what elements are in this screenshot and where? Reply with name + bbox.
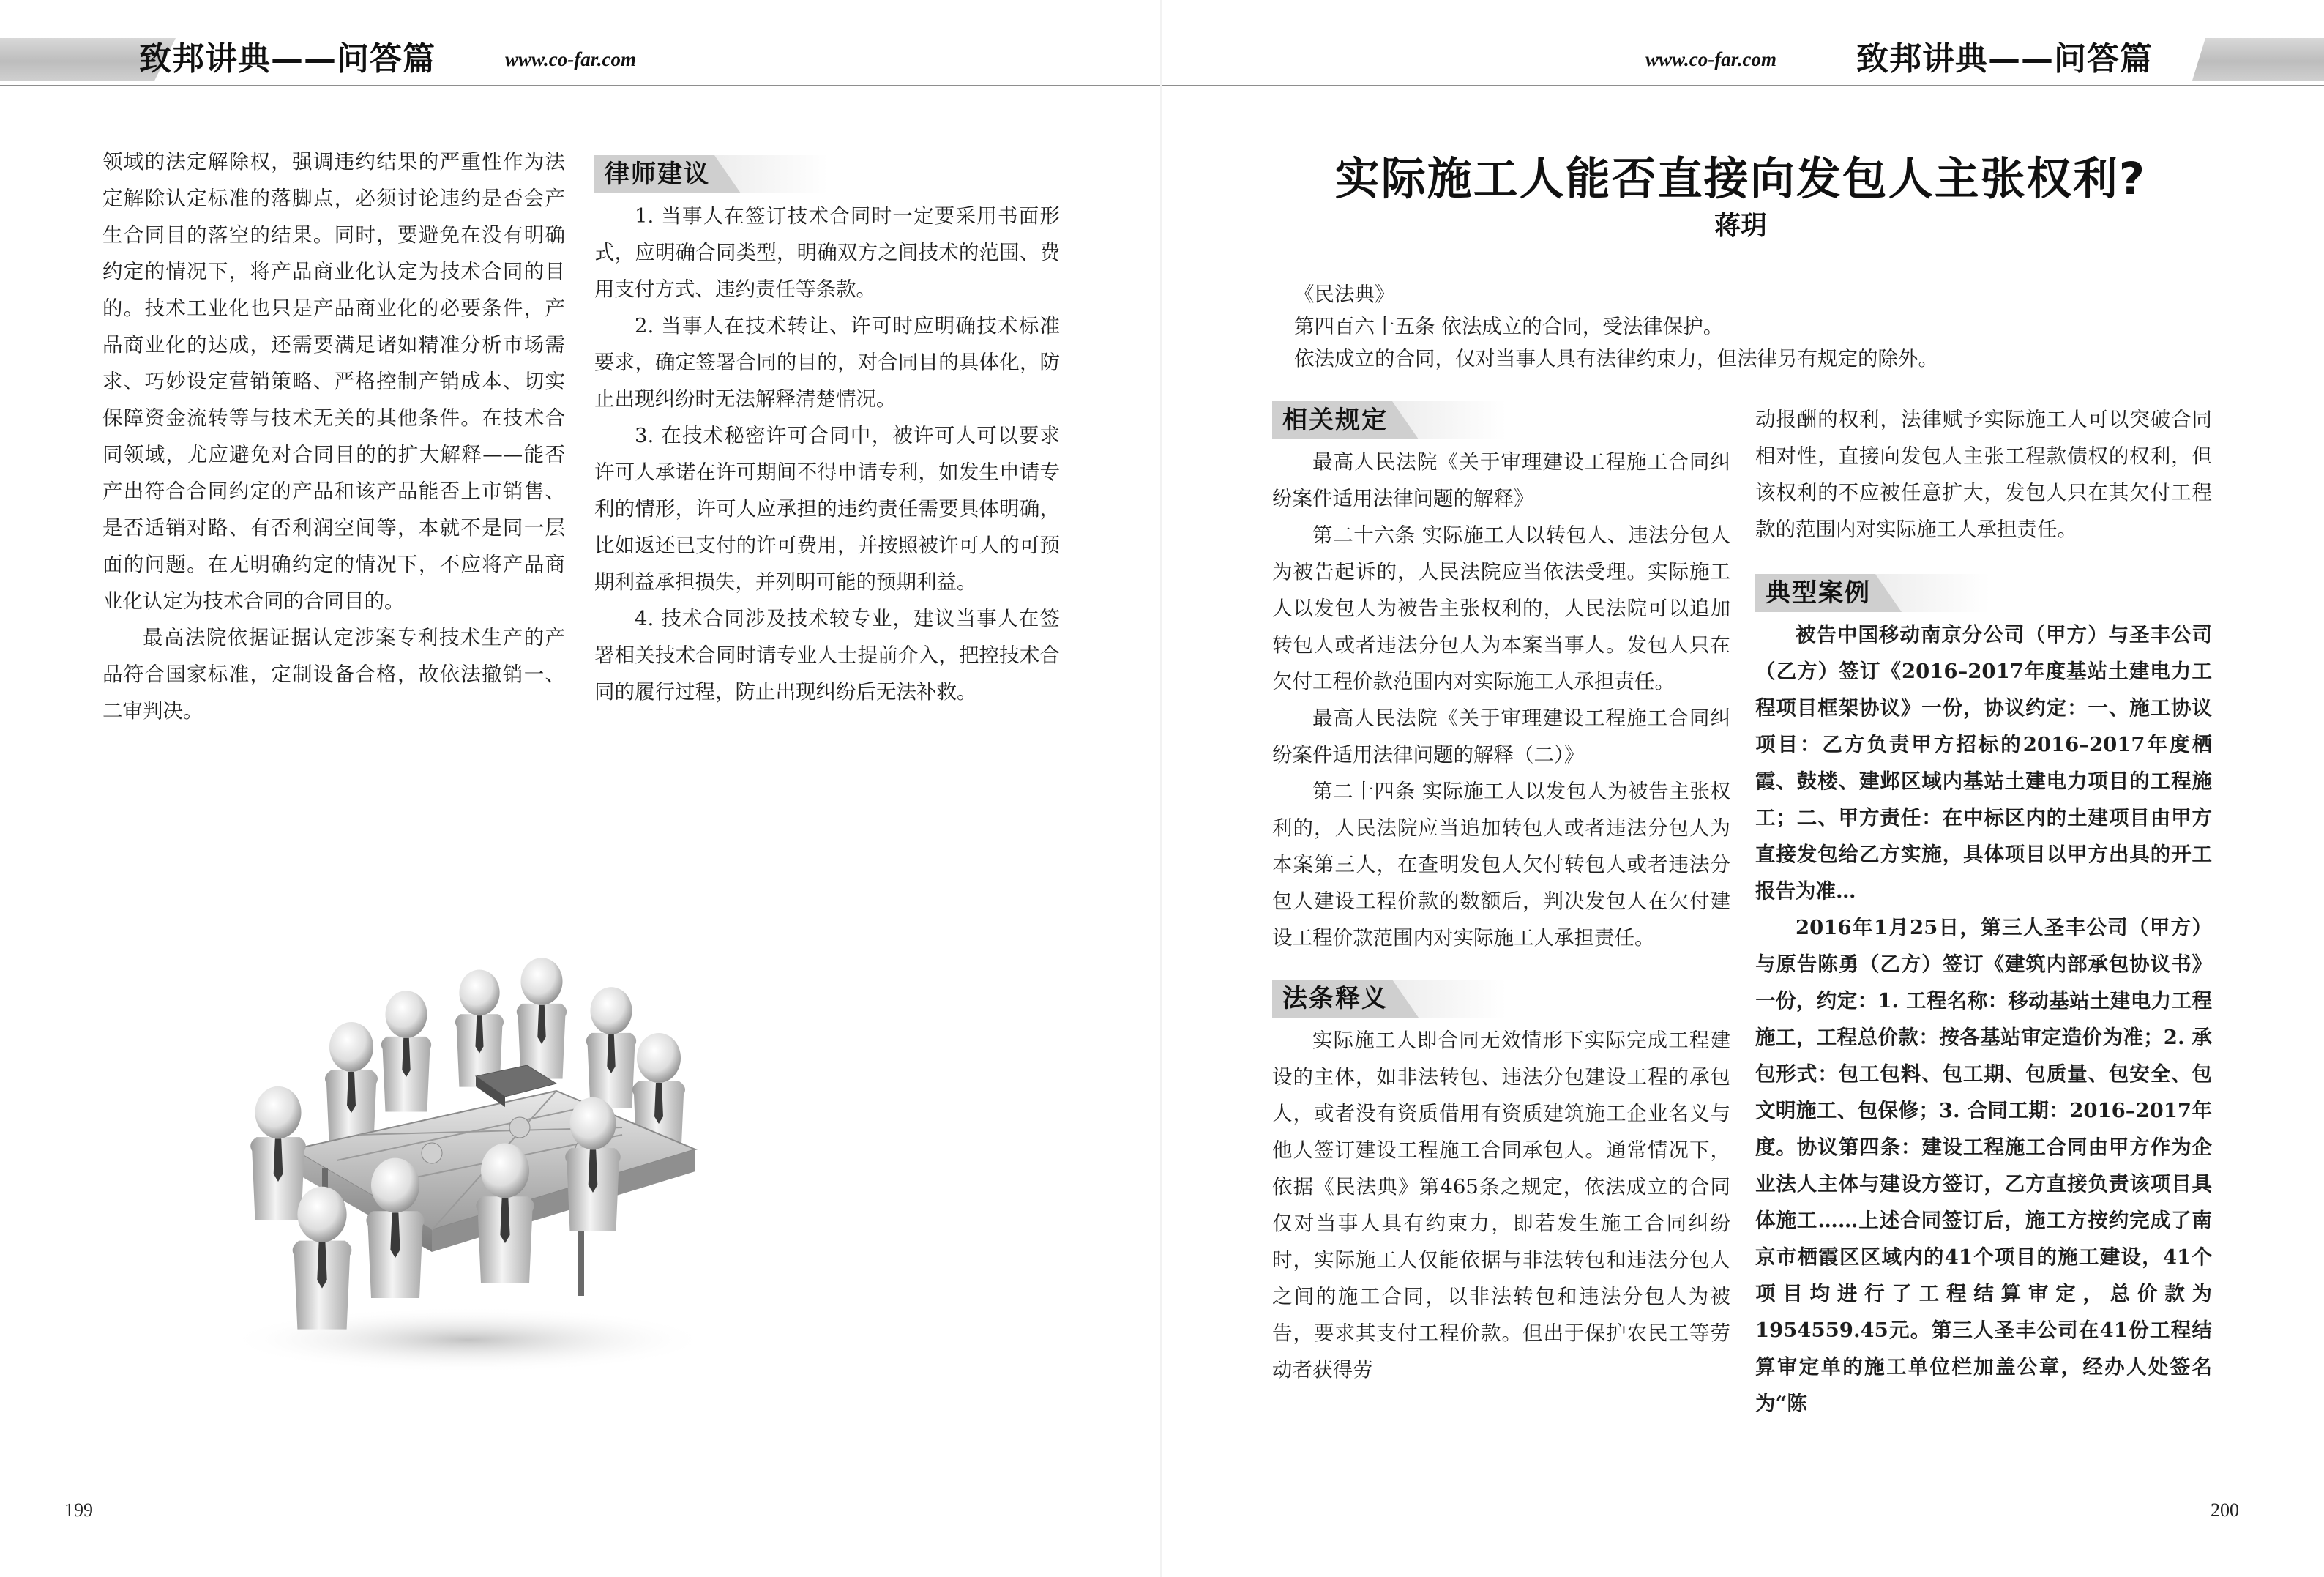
left-column-1 — [102, 143, 565, 729]
body-paragraph: 最高法院依据证据认定涉案专利技术生产的产品符合国家标准，定制设备合格，故依法撤销一、二审判决。 — [102, 626, 565, 723]
left-column-2 — [594, 155, 1060, 710]
case-paragraph: 被告中国移动南京分公司（甲方）与圣丰公司（乙方）签订《2016–2017年度基站土建电力工程项目框架协议》一份，协议约定：一、施工协议项目：乙方负责甲方招标的2016–2017年度栖霞、鼓楼、建邺区域内基站土建电力项目的工程施工；二、甲方责任：在中标区内的土建项目由甲方直接发包给乙方实施，具体项目以甲方出具的开工报告为准… — [1755, 623, 2212, 903]
section-heading-text: 法条释义 — [1282, 984, 1388, 1013]
law-line: 第四百六十五条 依法成立的合同，受法律保护。 — [1294, 315, 1724, 338]
right-column-2 — [1755, 401, 2212, 1422]
section-heading-text: 典型案例 — [1766, 578, 1871, 608]
section-heading-lawyer-advice — [594, 155, 1060, 193]
law-quote — [1294, 278, 2209, 375]
section-heading-text: 相关规定 — [1282, 406, 1388, 435]
rule-paragraph: 最高人民法院《关于审理建设工程施工合同纠纷案件适用法律问题的解释》 — [1272, 450, 1730, 510]
article-title: 实际施工人能否直接向发包人主张权利? — [1334, 153, 2147, 205]
right-header-bar — [2192, 38, 2324, 81]
left-header-title: 致邦讲典——问答篇 — [139, 40, 436, 78]
right-header-title: 致邦讲典——问答篇 — [1856, 40, 2153, 78]
case-paragraph: 2016年1月25日，第三人圣丰公司（甲方）与原告陈勇（乙方）签订《建筑内部承包协议书》一份，约定：1. 工程名称：移动基站土建电力工程施工，工程总价款：按各基站审定造价为准；2. 承包形式：包工包料、包工期、包质量、包安全、包文明施工、包保修；3. 合同工期：2016–2017年度。协议第四条：建设工程施工合同由甲方作为企业法人主体与建设方签订，乙方直接负责该项目具体施工……上述合同签订后，施工方按约完成了南京市栖霞区区域内的41个项目的施工建设，41个项目均进行了工程结算审定，总价款为1954559.45元。第三人圣丰公司在41份工程结算审定单的施工单位栏加盖公章，经办人处签名为“陈 — [1755, 916, 2212, 1415]
right-header — [1162, 38, 2324, 81]
right-column-1 — [1272, 401, 1730, 1388]
right-header-rule — [1162, 85, 2324, 86]
advice-item: 2. 当事人在技术转让、许可时应明确技术标准要求，确定签署合同的目的，对合同目的具体化，防止出现纠纷时无法解释清楚情况。 — [594, 314, 1060, 411]
section-heading-typical-case — [1755, 574, 2212, 612]
white-figures-around-puzzle-table-icon — [212, 908, 725, 1376]
advice-item: 3. 在技术秘密许可合同中，被许可人可以要求许可人承诺在许可期间不得申请专利，如发生申请专利的情形，许可人应承担的违约责任需要具体明确，比如返还已支付的许可费用，并按照被许可人的可预期利益承担损失，并列明可能的预期利益。 — [594, 424, 1060, 594]
interpretation-paragraph: 实际施工人即合同无效情形下实际完成工程建设的主体，如非法转包、违法分包建设工程的承包人，或者没有资质借用有资质建筑施工企业名义与他人签订建设工程施工合同承包人。通常情况下，依据《民法典》第465条之规定，依法成立的合同仅对当事人具有约束力，即若发生施工合同纠纷时，实际施工人仅能依据与非法转包和违法分包人之间的施工合同，以非法转包和违法分包人为被告，要求其支付工程价款。但出于保护农民工等劳动者获得劳 — [1272, 1029, 1730, 1382]
section-heading-related-rules — [1272, 401, 1730, 439]
article-author: 蒋玥 — [1714, 211, 1767, 241]
left-header-rule — [0, 85, 1162, 86]
rule-paragraph: 最高人民法院《关于审理建设工程施工合同纠纷案件适用法律问题的解释（二）》 — [1272, 707, 1730, 767]
section-heading-interpretation — [1272, 980, 1730, 1018]
right-header-url[interactable]: www.co-far.com — [1645, 48, 1776, 70]
left-header-url[interactable]: www.co-far.com — [505, 48, 636, 70]
page-number: 199 — [64, 1499, 93, 1521]
law-source: 《民法典》 — [1294, 283, 1395, 306]
rule-paragraph: 第二十六条 实际施工人以转包人、违法分包人为被告起诉的，人民法院应当依法受理。实际施工人以发包人为被告主张权利的，人民法院可以追加转包人或者违法分包人为本案当事人。发包人只在欠付工程价款范围内对实际施工人承担责任。 — [1272, 523, 1730, 693]
body-paragraph: 领域的法定解除权，强调违约结果的严重性作为法定解除认定标准的落脚点，必须讨论违约是否会产生合同目的落空的结果。同时，要避免在没有明确约定的情况下，将产品商业化认定为技术合同的目的。技术工业化也只是产品商业化的必要条件，产品商业化的达成，还需要满足诸如精准分析市场需求、巧妙设定营销策略、严格控制产销成本、切实保障资金流转等与技术无关的其他条件。在技术合同领域，尤应避免对合同目的的扩大解释——能否产出符合合同约定的产品和该产品能否上市销售、是否适销对路、有否利润空间等，本就不是同一层面的问题。在无明确约定的情况下，不应将产品商业化认定为技术合同的合同目的。 — [102, 150, 565, 613]
continued-paragraph: 动报酬的权利，法律赋予实际施工人可以突破合同相对性，直接向发包人主张工程款债权的权利，但该权利的不应被任意扩大，发包人只在其欠付工程款的范围内对实际施工人承担责任。 — [1755, 408, 2212, 541]
advice-item: 4. 技术合同涉及技术较专业，建议当事人在签署相关技术合同时请专业人士提前介入，把控技术合同的履行过程，防止出现纠纷后无法补救。 — [594, 607, 1060, 704]
advice-item: 1. 当事人在签订技术合同时一定要采用书面形式，应明确合同类型，明确双方之间技术的范围、费用支付方式、违约责任等条款。 — [594, 204, 1060, 301]
page-number: 200 — [2211, 1499, 2239, 1521]
section-heading-text: 律师建议 — [605, 160, 710, 189]
left-header — [0, 38, 1162, 81]
law-line: 依法成立的合同，仅对当事人具有法律约束力，但法律另有规定的除外。 — [1294, 347, 1938, 370]
rule-paragraph: 第二十四条 实际施工人以发包人为被告主张权利的，人民法院应当追加转包人或者违法分包人为本案第三人，在查明发包人欠付转包人或者违法分包人建设工程价款的数额后，判决发包人在欠付建设工程价款范围内对实际施工人承担责任。 — [1272, 780, 1730, 950]
right-page — [1162, 0, 2324, 1577]
